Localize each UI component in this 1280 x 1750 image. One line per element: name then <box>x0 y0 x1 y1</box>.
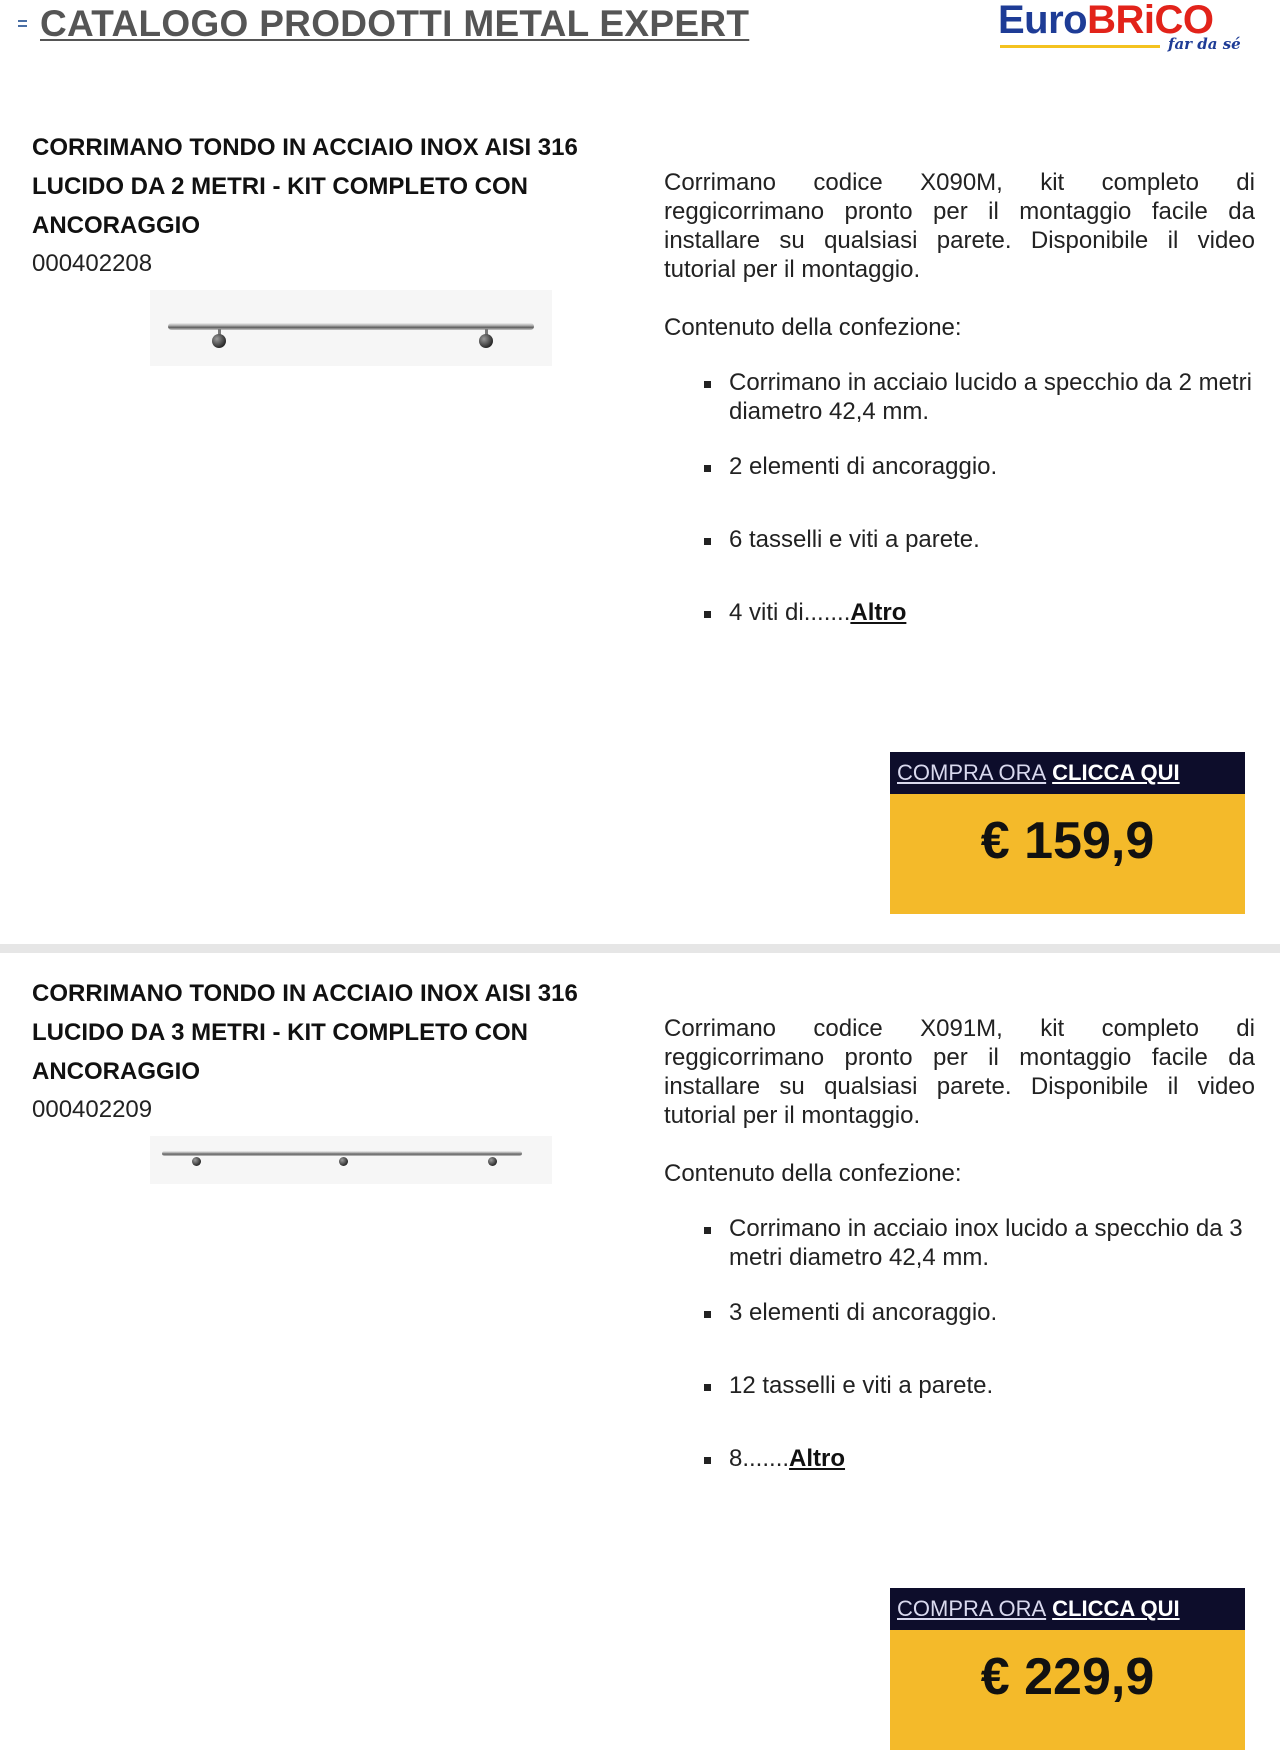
more-link[interactable]: Altro <box>789 1445 846 1472</box>
product-title: CORRIMANO TONDO IN ACCIAIO INOX AISI 316 LUCIDO DA 2 METRI - KIT COMPLETO CON ANCORAGGIO <box>32 134 578 239</box>
list-item: 3 elementi di ancoraggio. <box>729 1298 1260 1327</box>
product-description: Corrimano codice X090M, kit completo di reggicorrimano pronto per il montaggio facile da installare su qualsiasi parete. Disponibile il video tutorial per il montaggio. <box>664 169 1255 283</box>
product-card <box>0 846 1280 1706</box>
product-code: 000402209 <box>32 1096 153 1123</box>
anchor-knob <box>339 1157 348 1166</box>
buy-box <box>890 1588 1245 1750</box>
list-item <box>729 598 1260 627</box>
buy-now-label[interactable]: COMPRA ORA <box>897 760 1047 785</box>
product-title: CORRIMANO TONDO IN ACCIAIO INOX AISI 316 LUCIDO DA 3 METRI - KIT COMPLETO CON ANCORAGGIO <box>32 980 578 1085</box>
anchor-knob <box>488 1157 497 1166</box>
price[interactable]: € 229,9 <box>890 1630 1245 1750</box>
logo-part-brico: BRiCO <box>1087 0 1214 42</box>
package-contents-label: Contenuto della confezione: <box>664 1160 962 1187</box>
list-item: 12 tasselli e viti a parete. <box>729 1371 1260 1400</box>
anchor-knob <box>192 1157 201 1166</box>
logo-part-euro: Euro <box>998 0 1088 42</box>
anchor-knob <box>479 334 493 348</box>
click-here-link[interactable]: CLICCA QUI <box>1052 760 1180 785</box>
package-contents-label: Contenuto della confezione: <box>664 314 962 341</box>
product-code: 000402208 <box>32 250 153 277</box>
more-link[interactable]: Altro <box>850 599 907 626</box>
list-item: Corrimano in acciaio lucido a specchio da 2 metri diametro 42,4 mm. <box>729 368 1260 426</box>
list-item: 2 elementi di ancoraggio. <box>729 452 1260 481</box>
catalog-title[interactable]: CATALOGO PRODOTTI METAL EXPERT <box>40 3 750 44</box>
handrail-bar <box>162 1151 522 1156</box>
list-item: 6 tasselli e viti a parete. <box>729 525 1260 554</box>
product-image-handrail <box>150 1136 552 1184</box>
product-image-handrail <box>150 290 552 366</box>
list-item-text: 8....... <box>729 1445 790 1472</box>
product-description: Corrimano codice X091M, kit completo di reggicorrimano pronto per il montaggio facile da installare su qualsiasi parete. Disponibile il video tutorial per il montaggio. <box>664 1015 1255 1129</box>
buy-now-label[interactable]: COMPRA ORA <box>897 1596 1047 1621</box>
list-item <box>729 1444 1260 1473</box>
logo-tagline: far da sé <box>1168 35 1241 53</box>
buy-header <box>890 752 1245 794</box>
price[interactable]: € 159,9 <box>890 794 1245 914</box>
click-here-link[interactable]: CLICCA QUI <box>1052 1596 1180 1621</box>
product-card <box>0 0 1280 870</box>
handrail-bar <box>168 323 534 330</box>
anchor-knob <box>212 334 226 348</box>
list-item: Corrimano in acciaio inox lucido a specchio da 3 metri diametro 42,4 mm. <box>729 1214 1260 1272</box>
list-item-text: 4 viti di....... <box>729 599 851 626</box>
buy-header <box>890 1588 1245 1630</box>
